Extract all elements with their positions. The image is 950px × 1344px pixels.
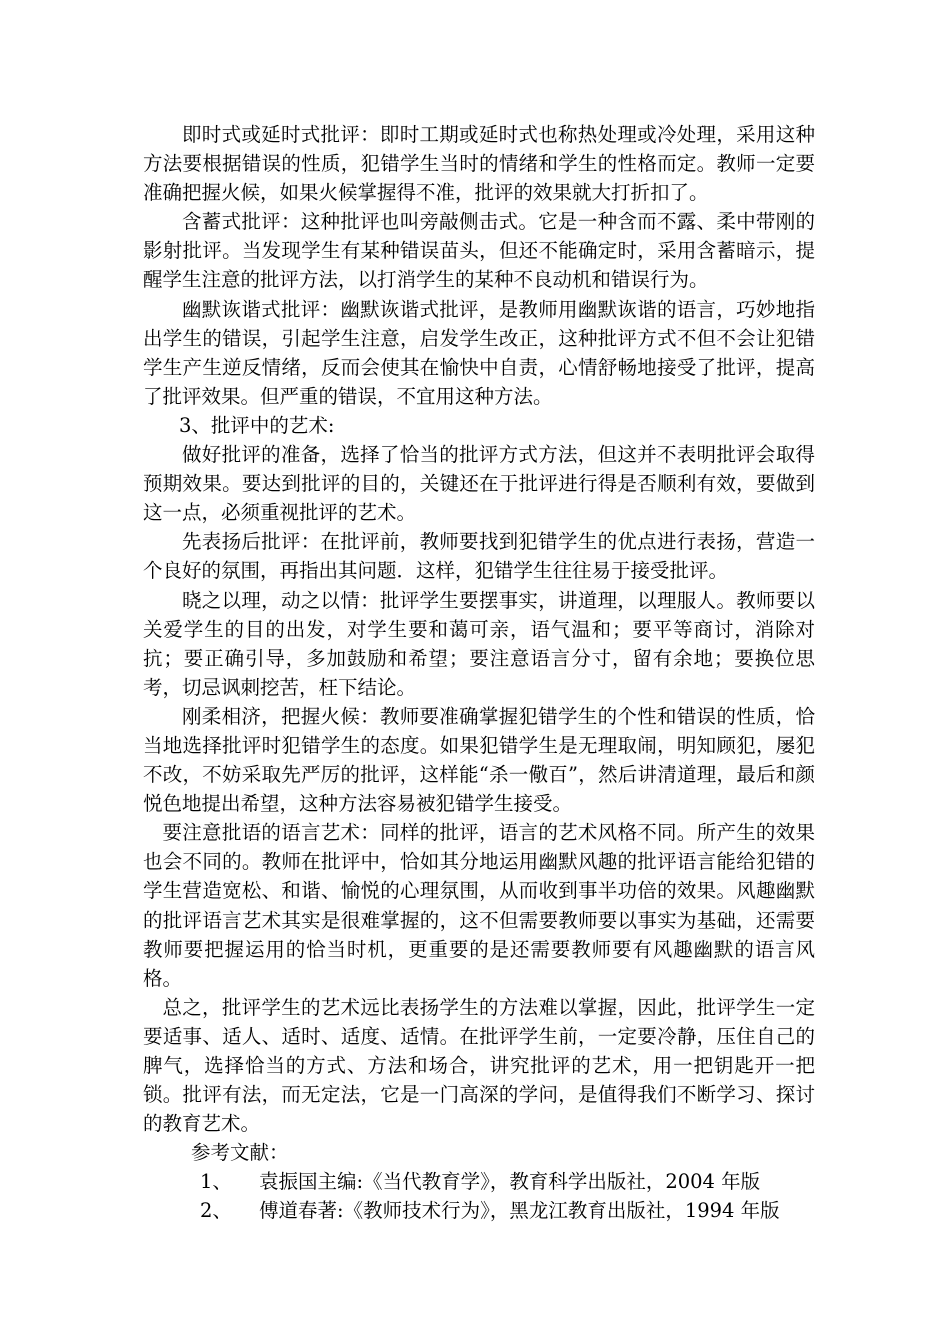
reference-text: 傅道春著:《教师技术行为》，黑龙江教育出版社，1994 年版: [259, 1199, 780, 1223]
reference-item: [143, 1167, 815, 1196]
paragraph-implicit-criticism: 含蓄式批评：这种批评也叫旁敲侧击式。它是一种含而不露、柔中带刚的影射批评。当发现学生有某种错误苗头，但还不能确定时，采用含蓄暗示，提醒学生注意的批评方法，以打消学生的某种不良动机和错误行为。: [143, 210, 815, 292]
paragraph-humorous-criticism: 幽默诙谐式批评：幽默诙谐式批评，是教师用幽默诙谐的语言，巧妙地指出学生的错误，引起学生注意，启发学生改正，这种批评方式不但不会让犯错学生产生逆反情绪，反而会使其在愉快中自责，心情舒畅地接受了批评，提高了批评效果。但严重的错误，不宜用这种方法。: [143, 297, 815, 408]
references-title: 参考文献：: [191, 1141, 289, 1165]
reference-item: [143, 1196, 815, 1225]
reference-number: 2、: [200, 1199, 232, 1223]
paragraph-reason-emotion: 晓之以理，动之以情：批评学生要摆事实，讲道理，以理服人。教师要以关爱学生的目的出发，对学生要和蔼可亲，语气温和；要平等商讨，消除对抗；要正确引导，多加鼓励和希望；要注意语言分寸，留有余地；要换位思考，切忌讽刺挖苦，枉下结论。: [143, 588, 815, 699]
paragraph-preparation: 做好批评的准备，选择了恰当的批评方式方法，但这并不表明批评会取得预期效果。要达到批评的目的，关键还在于批评进行得是否顺利有效，要做到这一点，必须重视批评的艺术。: [143, 443, 815, 525]
paragraph-conclusion: 总之，批评学生的艺术远比表扬学生的方法难以掌握，因此，批评学生一定要适事、适人、适时、适度、适情。在批评学生前，一定要冷静，压住自己的脾气，选择恰当的方式、方法和场合，讲究批评的艺术，用一把钥匙开一把锁。批评有法，而无定法，它是一门高深的学问，是值得我们不断学习、探讨的教育艺术。: [143, 995, 815, 1136]
document-page: [143, 120, 815, 1226]
paragraph-immediate-criticism: 即时式或延时式批评：即时工期或延时式也称热处理或冷处理，采用这种方法要根据错误的性质，犯错学生当时的情绪和学生的性格而定。教师一定要准确把握火候，如果火候掌握得不准，批评的效果就大打折扣了。: [143, 123, 815, 205]
section-heading: 3、批评中的艺术:: [179, 413, 335, 437]
reference-number: 1、: [200, 1170, 232, 1194]
paragraph-language-art: 要注意批语的语言艺术：同样的批评，语言的艺术风格不同。所产生的效果也会不同的。教师在批评中，恰如其分地运用幽默风趣的批评语言能给犯错的学生营造宽松、和谐、愉悦的心理氛围，从而收到事半功倍的效果。风趣幽默的批评语言艺术其实是很难掌握的，这不但需要教师要以事实为基础，还需要教师要把握运用的恰当时机，更重要的是还需要教师要有风趣幽默的语言风格。: [143, 821, 815, 990]
paragraph-firm-gentle: 刚柔相济，把握火候：教师要准确掌握犯错学生的个性和错误的性质，恰当地选择批评时犯错学生的态度。如果犯错学生是无理取闹，明知顾犯，屡犯不改，不妨采取先严厉的批评，这样能“杀一儆百”，然后讲清道理，最后和颜悦色地提出希望，这种方法容易被犯错学生接受。: [143, 704, 815, 816]
paragraph-praise-first: 先表扬后批评：在批评前，教师要找到犯错学生的优点进行表扬，营造一个良好的氛围，再指出其问题．这样，犯错学生往往易于接受批评。: [143, 530, 815, 583]
reference-text: 袁振国主编:《当代教育学》，教育科学出版社，2004 年版: [259, 1170, 761, 1194]
